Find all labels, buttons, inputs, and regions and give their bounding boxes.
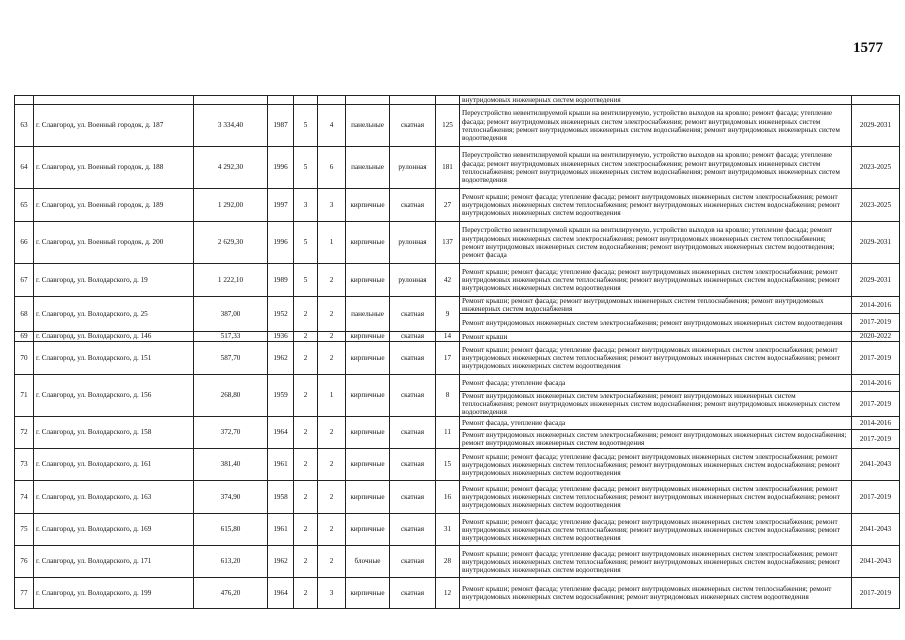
entrances-cell: 2	[318, 546, 346, 578]
work-description: Переустройство невентилируемой крыши на вентилируемую, устройство выходов на кровлю; ремонт фасада; утепление фасада; ремонт внутридомовых инженерных систем электроснабжения; ремонт внутридомовых инженерных систем теплоснабжения; ремонт внутридомовых инженерных систем водоснабжения; ремонт внутридомовых инженерных систем водоотведения	[460, 147, 852, 189]
wall-material-cell: кирпичные	[346, 222, 390, 264]
roof-type-cell: скатная	[390, 332, 436, 342]
table-row	[15, 481, 900, 514]
work-description: Ремонт фасада; утепление фасада	[460, 374, 852, 391]
roof-type-cell: скатная	[390, 481, 436, 514]
wall-material-cell: кирпичные	[346, 189, 390, 222]
area-cell: 268,80	[194, 374, 268, 416]
area-cell: 517,33	[194, 332, 268, 342]
floors-cell: 5	[294, 222, 318, 264]
address-cell: г. Славгород, ул. Володарского, д. 151	[34, 341, 194, 374]
repair-period: 2029-2031	[852, 105, 900, 147]
year-cell: 1964	[268, 417, 294, 449]
floors-cell: 2	[294, 481, 318, 514]
table-row	[15, 374, 900, 391]
work-description: Ремонт крыши; ремонт фасада; утепление фасада; ремонт внутридомовых инженерных систем электроснабжения; ремонт внутридомовых инженерных систем теплоснабжения; ремонт внутридомовых инженерных систем водоснабжения; ремонт внутридомовых инженерных систем водоотведения	[460, 546, 852, 578]
row-number: 64	[15, 147, 34, 189]
address-cell: г. Славгород, ул. Володарского, д. 25	[34, 297, 194, 332]
repair-period: 2023-2025	[852, 189, 900, 222]
work-description: Ремонт крыши; ремонт фасада; утепление фасада; ремонт внутридомовых инженерных систем электроснабжения; ремонт внутридомовых инженерных систем теплоснабжения; ремонт внутридомовых инженерных систем водоснабжения; ремонт внутридомовых инженерных систем водоотведения	[460, 481, 852, 514]
work-description: Ремонт внутридомовых инженерных систем электроснабжения; ремонт внутридомовых инженерных систем водоотведения	[460, 314, 852, 332]
repair-period: 2014-2016	[852, 374, 900, 391]
table-row	[15, 147, 900, 189]
table-row	[15, 449, 900, 481]
registry-body	[15, 96, 900, 609]
row-number: 65	[15, 189, 34, 222]
work-description: Ремонт внутридомовых инженерных систем электроснабжения; ремонт внутридомовых инженерных систем теплоснабжения; ремонт внутридомовых инженерных систем водоснабжения; ремонт внутридомовых инженерных систем водоотведения	[460, 391, 852, 416]
entrances-cell: 1	[318, 374, 346, 416]
floors-cell: 5	[294, 264, 318, 297]
residents-cell: 8	[436, 374, 460, 416]
roof-type-cell: скатная	[390, 546, 436, 578]
area-cell: 476,20	[194, 578, 268, 609]
address-cell: г. Славгород, ул. Володарского, д. 161	[34, 449, 194, 481]
roof-type-cell: рулонная	[390, 147, 436, 189]
table-row	[15, 332, 900, 342]
address-cell: г. Славгород, ул. Военный городок, д. 200	[34, 222, 194, 264]
row-number: 70	[15, 341, 34, 374]
repair-period: 2017-2019	[852, 391, 900, 416]
roof-type-cell: скатная	[390, 105, 436, 147]
entrances-cell: 2	[318, 297, 346, 332]
area-cell: 4 292,30	[194, 147, 268, 189]
address-cell: г. Славгород, ул. Володарского, д. 163	[34, 481, 194, 514]
floors-cell: 2	[294, 578, 318, 609]
work-description: Ремонт крыши	[460, 332, 852, 342]
residents-cell: 137	[436, 222, 460, 264]
work-description: Ремонт крыши; ремонт фасада; ремонт внутридомовых инженерных систем теплоснабжения; ремонт внутридомовых инженерных систем водоснабжения	[460, 297, 852, 314]
roof-type-cell: скатная	[390, 189, 436, 222]
roof-type-cell: рулонная	[390, 264, 436, 297]
roof-type-cell: скатная	[390, 514, 436, 546]
entrances-cell: 2	[318, 264, 346, 297]
repair-period: 2023-2025	[852, 147, 900, 189]
entrances-cell: 2	[318, 332, 346, 342]
entrances-cell: 2	[318, 341, 346, 374]
residents-cell: 181	[436, 147, 460, 189]
wall-material-cell: кирпичные	[346, 264, 390, 297]
entrances-cell: 3	[318, 189, 346, 222]
residents-cell: 28	[436, 546, 460, 578]
year-cell: 1996	[268, 147, 294, 189]
row-number: 72	[15, 417, 34, 449]
repair-period: 2029-2031	[852, 264, 900, 297]
floors-cell: 3	[294, 189, 318, 222]
floors-cell: 2	[294, 341, 318, 374]
area-cell: 372,70	[194, 417, 268, 449]
address-cell: г. Славгород, ул. Военный городок, д. 188	[34, 147, 194, 189]
year-cell: 1952	[268, 297, 294, 332]
floors-cell: 2	[294, 546, 318, 578]
year-cell: 1962	[268, 546, 294, 578]
repair-period: 2017-2019	[852, 430, 900, 449]
address-cell: г. Славгород, ул. Володарского, д. 199	[34, 578, 194, 609]
year-cell: 1962	[268, 341, 294, 374]
row-number: 63	[15, 105, 34, 147]
year-cell: 1958	[268, 481, 294, 514]
repair-period: 2014-2016	[852, 297, 900, 314]
entrances-cell: 2	[318, 514, 346, 546]
entrances-cell: 4	[318, 105, 346, 147]
area-cell: 1 292,00	[194, 189, 268, 222]
table-row	[15, 222, 900, 264]
residents-cell: 17	[436, 341, 460, 374]
area-cell: 374,90	[194, 481, 268, 514]
wall-material-cell: блочные	[346, 546, 390, 578]
row-number: 71	[15, 374, 34, 416]
entrances-cell: 3	[318, 578, 346, 609]
floors-cell: 5	[294, 147, 318, 189]
row-number: 74	[15, 481, 34, 514]
year-cell: 1961	[268, 449, 294, 481]
table-row	[15, 341, 900, 374]
work-description: Ремонт крыши; ремонт фасада; утепление фасада; ремонт внутридомовых инженерных систем электроснабжения; ремонт внутридомовых инженерных систем теплоснабжения; ремонт внутридомовых инженерных систем водоснабжения; ремонт внутридомовых инженерных систем водоотведения	[460, 449, 852, 481]
row-number: 75	[15, 514, 34, 546]
roof-type-cell: скатная	[390, 417, 436, 449]
residents-cell: 9	[436, 297, 460, 332]
roof-type-cell: скатная	[390, 374, 436, 416]
year-cell: 1936	[268, 332, 294, 342]
residents-cell: 16	[436, 481, 460, 514]
work-description: внутридомовых инженерных систем водоотведения	[460, 96, 852, 105]
table-row	[15, 105, 900, 147]
work-description: Ремонт крыши; ремонт фасада; утепление фасада; ремонт внутридомовых инженерных систем электроснабжения; ремонт внутридомовых инженерных систем теплоснабжения; ремонт внутридомовых инженерных систем водоснабжения; ремонт внутридомовых инженерных систем водоотведения	[460, 341, 852, 374]
floors-cell: 2	[294, 514, 318, 546]
row-number: 68	[15, 297, 34, 332]
repair-period: 2017-2019	[852, 314, 900, 332]
area-cell: 381,40	[194, 449, 268, 481]
residents-cell: 27	[436, 189, 460, 222]
residents-cell: 11	[436, 417, 460, 449]
wall-material-cell: кирпичные	[346, 449, 390, 481]
wall-material-cell: кирпичные	[346, 481, 390, 514]
wall-material-cell: кирпичные	[346, 341, 390, 374]
year-cell: 1989	[268, 264, 294, 297]
address-cell: г. Славгород, ул. Володарского, д. 146	[34, 332, 194, 342]
year-cell: 1996	[268, 222, 294, 264]
address-cell: г. Славгород, ул. Володарского, д. 158	[34, 417, 194, 449]
residents-cell: 42	[436, 264, 460, 297]
page-number: 1577	[853, 40, 883, 56]
address-cell: г. Славгород, ул. Военный городок, д. 189	[34, 189, 194, 222]
residents-cell: 12	[436, 578, 460, 609]
work-description: Ремонт крыши; ремонт фасада; утепление фасада; ремонт внутридомовых инженерных систем электроснабжения; ремонт внутридомовых инженерных систем теплоснабжения; ремонт внутридомовых инженерных систем водоснабжения; ремонт внутридомовых инженерных систем водоотведения	[460, 189, 852, 222]
repair-period: 2029-2031	[852, 222, 900, 264]
repair-period: 2017-2019	[852, 578, 900, 609]
address-cell: г. Славгород, ул. Володарского, д. 169	[34, 514, 194, 546]
area-cell: 2 629,30	[194, 222, 268, 264]
area-cell: 613,20	[194, 546, 268, 578]
floors-cell: 2	[294, 449, 318, 481]
table-row	[15, 297, 900, 314]
floors-cell: 2	[294, 374, 318, 416]
wall-material-cell: панельные	[346, 147, 390, 189]
wall-material-cell: кирпичные	[346, 374, 390, 416]
work-description: Ремонт внутридомовых инженерных систем электроснабжения; ремонт внутридомовых инженерных систем водоснабжения; ремонт внутридомовых инженерных систем водоотведения	[460, 430, 852, 449]
address-cell: г. Славгород, ул. Володарского, д. 156	[34, 374, 194, 416]
wall-material-cell: кирпичные	[346, 514, 390, 546]
row-number: 69	[15, 332, 34, 342]
repair-period: 2014-2016	[852, 417, 900, 430]
wall-material-cell: кирпичные	[346, 578, 390, 609]
work-description: Ремонт крыши; ремонт фасада; утепление фасада; ремонт внутридомовых инженерных систем электроснабжения; ремонт внутридомовых инженерных систем теплоснабжения; ремонт внутридомовых инженерных систем водоснабжения; ремонт внутридомовых инженерных систем водоотведения	[460, 264, 852, 297]
address-cell: г. Славгород, ул. Военный городок, д. 187	[34, 105, 194, 147]
year-cell: 1959	[268, 374, 294, 416]
row-number: 66	[15, 222, 34, 264]
roof-type-cell: скатная	[390, 341, 436, 374]
roof-type-cell: скатная	[390, 578, 436, 609]
repair-period: 2017-2019	[852, 341, 900, 374]
floors-cell: 2	[294, 297, 318, 332]
table-row	[15, 514, 900, 546]
wall-material-cell: панельные	[346, 297, 390, 332]
area-cell: 587,70	[194, 341, 268, 374]
repair-period: 2017-2019	[852, 481, 900, 514]
table-row	[15, 264, 900, 297]
roof-type-cell: скатная	[390, 297, 436, 332]
year-cell: 1997	[268, 189, 294, 222]
year-cell: 1961	[268, 514, 294, 546]
entrances-cell: 1	[318, 222, 346, 264]
work-description: Переустройство невентилируемой крыши на вентилируемую, устройство выходов на кровлю; ремонт фасада; утепление фасада; ремонт внутридомовых инженерных систем электроснабжения; ремонт внутридомовых инженерных систем теплоснабжения; ремонт внутридомовых инженерных систем водоснабжения; ремонт внутридомовых инженерных систем водоотведения	[460, 105, 852, 147]
repair-period: 2020-2022	[852, 332, 900, 342]
table-row	[15, 546, 900, 578]
floors-cell: 5	[294, 105, 318, 147]
repair-period: 2041-2043	[852, 546, 900, 578]
residents-cell: 125	[436, 105, 460, 147]
entrances-cell: 2	[318, 481, 346, 514]
area-cell: 1 222,10	[194, 264, 268, 297]
row-number: 76	[15, 546, 34, 578]
roof-type-cell: рулонная	[390, 222, 436, 264]
year-cell: 1987	[268, 105, 294, 147]
work-description: Ремонт фасада, утепление фасада	[460, 417, 852, 430]
entrances-cell: 6	[318, 147, 346, 189]
table-row	[15, 417, 900, 430]
roof-type-cell: скатная	[390, 449, 436, 481]
row-number: 77	[15, 578, 34, 609]
residents-cell: 31	[436, 514, 460, 546]
address-cell: г. Славгород, ул. Володарского, д. 19	[34, 264, 194, 297]
wall-material-cell: панельные	[346, 105, 390, 147]
row-number: 73	[15, 449, 34, 481]
entrances-cell: 2	[318, 449, 346, 481]
table-row	[15, 189, 900, 222]
year-cell: 1964	[268, 578, 294, 609]
wall-material-cell: кирпичные	[346, 417, 390, 449]
continuation-row	[15, 96, 900, 105]
repair-period: 2041-2043	[852, 514, 900, 546]
area-cell: 3 334,40	[194, 105, 268, 147]
row-number: 67	[15, 264, 34, 297]
repair-period: 2041-2043	[852, 449, 900, 481]
floors-cell: 2	[294, 332, 318, 342]
entrances-cell: 2	[318, 417, 346, 449]
area-cell: 387,00	[194, 297, 268, 332]
residents-cell: 15	[436, 449, 460, 481]
floors-cell: 2	[294, 417, 318, 449]
area-cell: 615,80	[194, 514, 268, 546]
wall-material-cell: кирпичные	[346, 332, 390, 342]
address-cell: г. Славгород, ул. Володарского, д. 171	[34, 546, 194, 578]
housing-registry-table	[14, 95, 900, 609]
residents-cell: 14	[436, 332, 460, 342]
table-row	[15, 578, 900, 609]
work-description: Переустройство невентилируемой крыши на вентилируемую, устройство выходов на кровлю; утепление фасада; ремонт внутридомовых инженерных систем электроснабжения; ремонт внутридомовых инженерных систем теплоснабжения; ремонт внутридомовых инженерных систем водоснабжения; ремонт внутридомовых инженерных систем водоотведения; ремонт фасада	[460, 222, 852, 264]
work-description: Ремонт крыши; ремонт фасада; утепление фасада; ремонт внутридомовых инженерных систем теплоснабжения; ремонт внутридомовых инженерных систем водоснабжения; ремонт внутридомовых инженерных систем водоотведения	[460, 578, 852, 609]
work-description: Ремонт крыши; ремонт фасада; утепление фасада; ремонт внутридомовых инженерных систем электроснабжения; ремонт внутридомовых инженерных систем теплоснабжения; ремонт внутридомовых инженерных систем водоснабжения; ремонт внутридомовых инженерных систем водоотведения	[460, 514, 852, 546]
